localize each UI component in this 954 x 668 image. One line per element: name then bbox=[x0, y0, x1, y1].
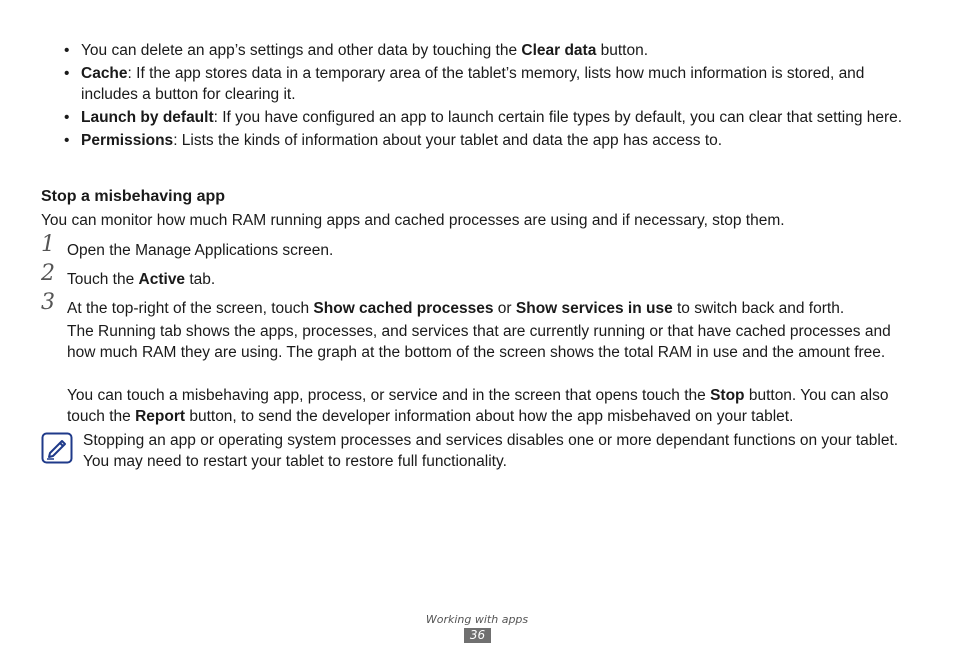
section-title: Stop a misbehaving app bbox=[41, 188, 226, 205]
step-2 bbox=[41, 261, 911, 290]
step-number: 3 bbox=[41, 290, 55, 315]
step-3 bbox=[41, 290, 911, 319]
bullet-item-clear-data: • You can delete an app’s settings and other data by touching the Clear data button. bbox=[64, 40, 924, 61]
section-intro: You can monitor how much RAM running apps and cached processes are using and if necessary, stop them. bbox=[41, 212, 785, 229]
step-text: Open the Manage Applications screen. bbox=[67, 242, 334, 259]
step-number: 2 bbox=[41, 261, 55, 286]
step-text: Touch the Active tab. bbox=[67, 271, 216, 288]
bullet-list bbox=[64, 40, 924, 153]
note-text: Stopping an app or operating system processes and services disables one or more dependant functions on your tablet. You may need to restart your tablet to restore full functionality. bbox=[83, 432, 899, 470]
page-number: 36 bbox=[464, 628, 491, 643]
note-pencil-icon bbox=[41, 432, 73, 464]
step-text: At the top-right of the screen, touch Show cached processes or Show services in use to switch back and forth. bbox=[67, 300, 845, 317]
bullet-item-launch-by-default: • Launch by default: If you have configured an app to launch certain file types by default, you can clear that setting here. bbox=[64, 107, 924, 128]
bullet-item-permissions: • Permissions: Lists the kinds of information about your tablet and data the app has access to. bbox=[64, 130, 924, 151]
bullet-item-cache: • Cache: If the app stores data in a temporary area of the tablet’s memory, lists how much information is stored, and includes a button for clearing it. bbox=[64, 63, 924, 105]
note-box bbox=[41, 430, 911, 472]
step-number: 1 bbox=[41, 232, 55, 257]
step-1 bbox=[41, 232, 911, 261]
running-tab-paragraph: The Running tab shows the apps, processes, and services that are currently running or that have cached processes and how much RAM they are using. The graph at the bottom of the screen shows the total RAM in use and the amount free. bbox=[67, 323, 891, 361]
misbehaving-paragraph: You can touch a misbehaving app, process, or service and in the screen that opens touch the Stop button. You can also touch the Report button, to send the developer information about how the app misbehaved on your tablet. bbox=[67, 387, 889, 425]
footer-caption: Working with apps bbox=[425, 613, 529, 626]
